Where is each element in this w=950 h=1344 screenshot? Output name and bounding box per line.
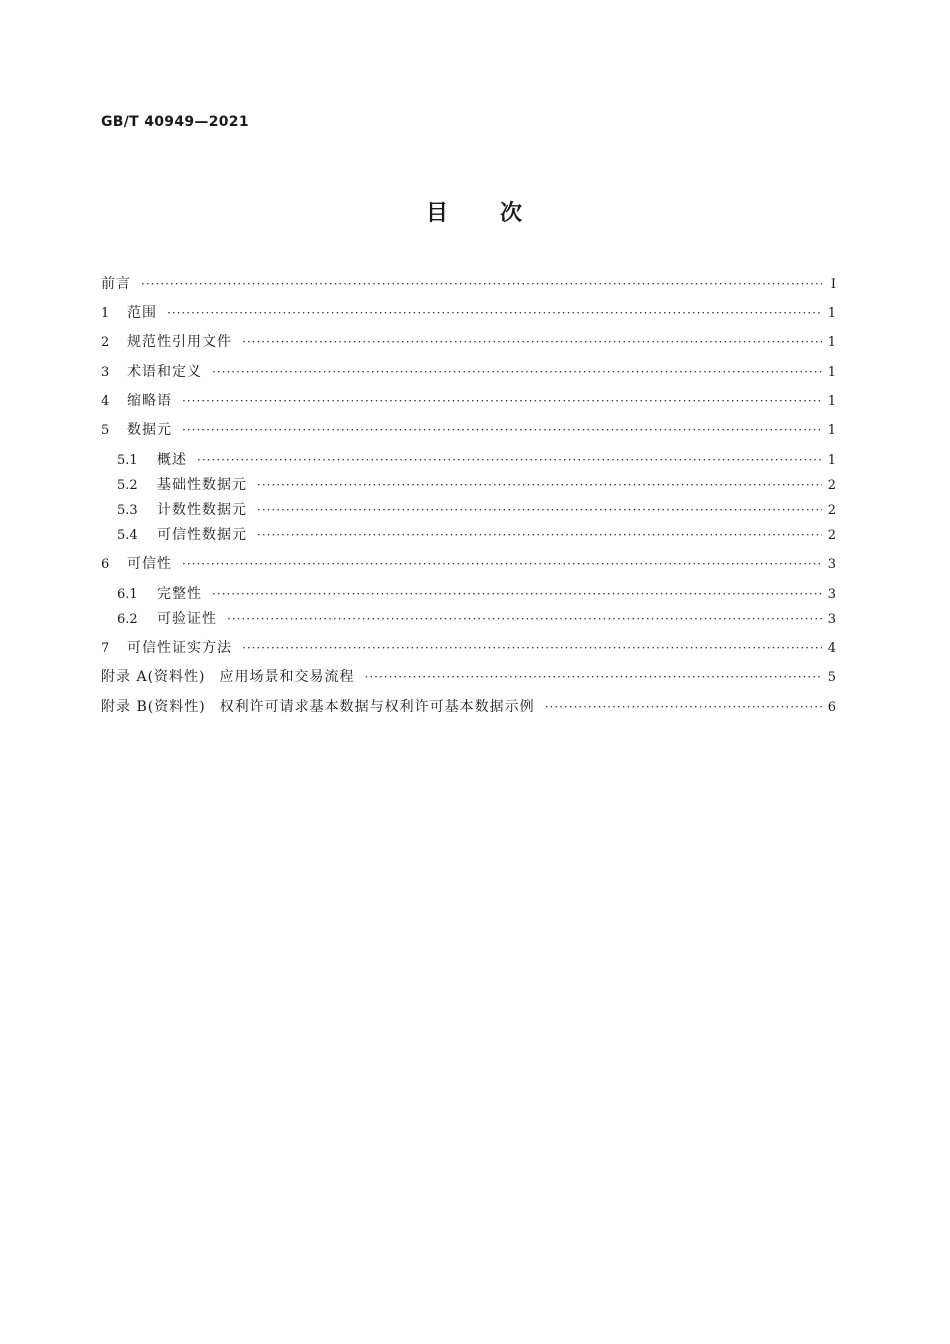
toc-leader <box>182 420 822 440</box>
toc-entry-annex-b[interactable] <box>101 697 836 717</box>
toc-entry-5-2[interactable] <box>117 475 836 495</box>
toc-entry-label: 术语和定义 <box>127 364 202 380</box>
toc-entry-page: 1 <box>827 365 836 380</box>
toc-leader <box>141 274 822 294</box>
toc-entry-page: 4 <box>827 641 836 656</box>
toc-entry-number: 4 <box>101 394 110 409</box>
toc-entry-page: 6 <box>827 700 836 715</box>
toc-annex-tag: (资料性) <box>147 669 206 685</box>
toc-entry-5-3[interactable] <box>117 500 836 520</box>
toc-entry-6[interactable] <box>101 554 836 574</box>
toc-leader <box>242 332 822 352</box>
toc-entry-4[interactable] <box>101 391 836 411</box>
toc-leader <box>257 500 822 520</box>
toc-leader <box>227 609 822 629</box>
toc-entry-page: 1 <box>827 394 836 409</box>
toc-entry-label: 可信性 <box>127 556 172 572</box>
toc-entry-label: 范围 <box>127 305 157 321</box>
toc-title <box>0 196 950 227</box>
toc-entry-label: 数据元 <box>127 422 172 438</box>
toc-entry-number: 2 <box>101 335 110 350</box>
toc-leader <box>182 554 822 574</box>
toc-entry-page: 2 <box>827 503 836 518</box>
toc-leader <box>257 525 822 545</box>
toc-entry-label: 概述 <box>157 452 187 468</box>
toc-entry-1[interactable] <box>101 303 836 323</box>
standard-code: GB/T 40949—2021 <box>101 114 249 130</box>
toc-entry-label: 计数性数据元 <box>157 502 247 518</box>
toc-entry-foreword[interactable] <box>101 274 836 294</box>
toc-leader <box>197 450 822 470</box>
toc-entry-page: 3 <box>827 587 836 602</box>
toc-entry-6-1[interactable] <box>117 584 836 604</box>
toc-annex-number: 附录 B <box>101 699 148 715</box>
toc-entry-page: 1 <box>827 306 836 321</box>
toc-entry-label: 规范性引用文件 <box>127 334 232 350</box>
toc-entry-number: 6.2 <box>117 612 138 627</box>
toc-entry-5-4[interactable] <box>117 525 836 545</box>
toc-entry-label: 应用场景和交易流程 <box>219 669 355 685</box>
toc-entry-2[interactable] <box>101 332 836 352</box>
toc-entry-5[interactable] <box>101 420 836 440</box>
toc-entry-label: 基础性数据元 <box>157 477 247 493</box>
toc-entry-number: 6 <box>101 557 110 572</box>
toc-leader <box>212 362 822 382</box>
toc-entry-page: 3 <box>827 557 836 572</box>
toc-leader <box>182 391 822 411</box>
toc-title-left: 目 <box>425 201 450 226</box>
toc-annex-number: 附录 A <box>101 669 148 685</box>
toc-entry-number: 5 <box>101 423 110 438</box>
toc-entry-page: I <box>830 277 836 292</box>
toc-entry-label: 可信性证实方法 <box>127 640 232 656</box>
toc-entry-label: 可验证性 <box>157 611 217 627</box>
toc-entry-number: 5.4 <box>117 528 138 543</box>
toc-leader <box>365 667 822 687</box>
toc-entry-label: 权利许可请求基本数据与权利许可基本数据示例 <box>219 699 535 715</box>
toc-entry-label: 缩略语 <box>127 393 172 409</box>
toc-entry-page: 2 <box>827 478 836 493</box>
toc-entry-label: 前言 <box>101 276 131 292</box>
toc-leader <box>212 584 822 604</box>
toc-entry-number: 5.3 <box>117 503 138 518</box>
toc-entry-label: 可信性数据元 <box>157 527 247 543</box>
toc-entry-number: 3 <box>101 365 110 380</box>
toc-leader <box>257 475 822 495</box>
toc-annex-tag: (资料性) <box>147 699 206 715</box>
toc-title-right: 次 <box>500 201 525 226</box>
toc-entry-page: 2 <box>827 528 836 543</box>
toc-entry-7[interactable] <box>101 638 836 658</box>
toc-entry-page: 1 <box>827 423 836 438</box>
toc-entry-number: 6.1 <box>117 587 138 602</box>
toc-entry-page: 5 <box>827 670 836 685</box>
toc-entry-number: 5.2 <box>117 478 138 493</box>
toc-entry-number: 5.1 <box>117 453 138 468</box>
toc-entry-5-1[interactable] <box>117 450 836 470</box>
toc-leader <box>167 303 822 323</box>
toc-entry-number: 7 <box>101 641 110 656</box>
toc-entry-page: 3 <box>827 612 836 627</box>
toc-leader <box>242 638 822 658</box>
toc-entry-page: 1 <box>827 453 836 468</box>
toc-entry-page: 1 <box>827 335 836 350</box>
toc-entry-number: 1 <box>101 306 110 321</box>
toc-entry-annex-a[interactable] <box>101 667 836 687</box>
toc-entry-3[interactable] <box>101 362 836 382</box>
toc-entry-6-2[interactable] <box>117 609 836 629</box>
toc-entry-label: 完整性 <box>157 586 202 602</box>
toc-leader <box>545 697 822 717</box>
